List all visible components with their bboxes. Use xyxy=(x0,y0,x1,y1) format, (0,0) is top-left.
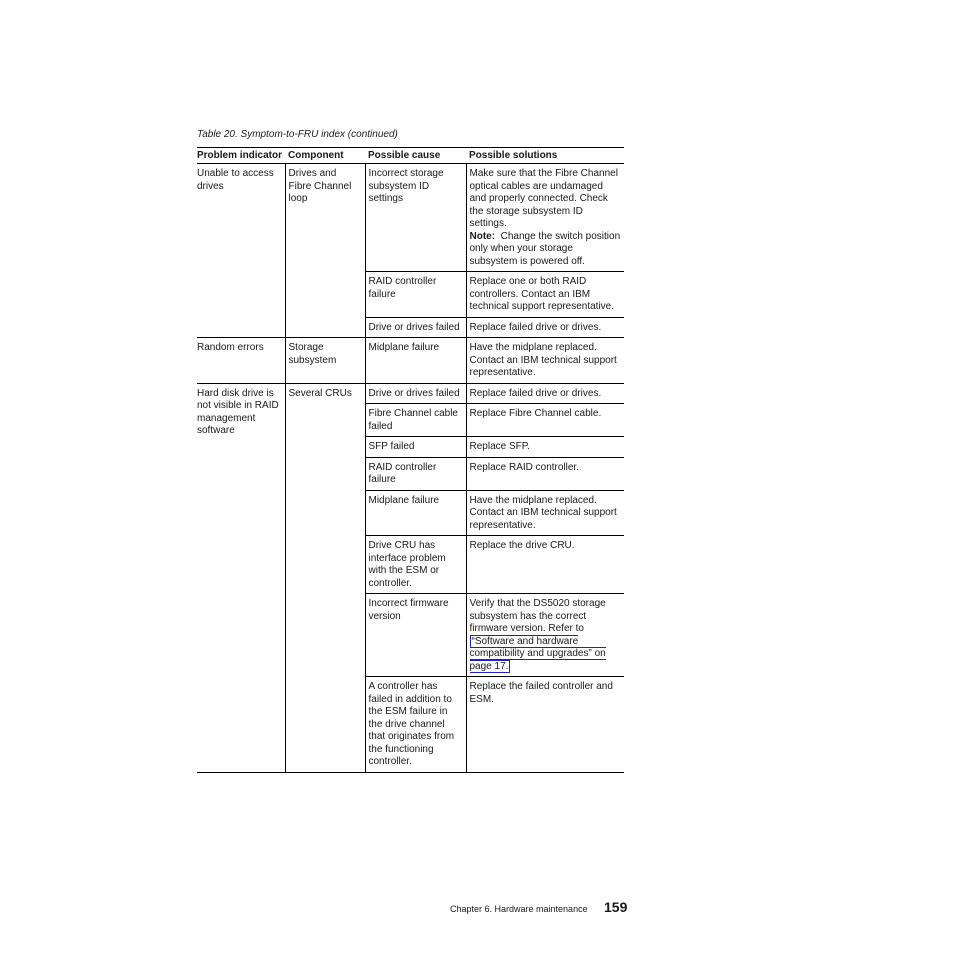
component-cell: Storage subsystem xyxy=(285,338,365,384)
header-problem-indicator: Problem indicator xyxy=(197,148,285,164)
cause-cell: RAID controller failure xyxy=(365,272,466,318)
header-possible-cause: Possible cause xyxy=(365,148,466,164)
solution-cell: Replace Fibre Channel cable. xyxy=(466,404,624,437)
table-row xyxy=(197,164,624,272)
cause-cell: Midplane failure xyxy=(365,338,466,384)
solution-cell xyxy=(466,594,624,677)
solution-cell: Replace failed drive or drives. xyxy=(466,317,624,338)
cause-cell: SFP failed xyxy=(365,437,466,458)
cause-cell: Drive CRU has interface problem with the ESM or controller. xyxy=(365,536,466,594)
table-caption: Table 20. Symptom-to-FRU index (continued) xyxy=(197,129,398,140)
cause-cell: RAID controller failure xyxy=(365,457,466,490)
solution-cell: Replace the failed controller and ESM. xyxy=(466,677,624,773)
table-row xyxy=(197,383,624,404)
solution-cell: Replace the drive CRU. xyxy=(466,536,624,594)
solution-cell: Replace one or both RAID controllers. Contact an IBM technical support representative. xyxy=(466,272,624,318)
solution-cell: Have the midplane replaced. Contact an IBM technical support representative. xyxy=(466,490,624,536)
table-header-row xyxy=(197,148,624,164)
note-label: Note: xyxy=(469,230,496,242)
cause-cell: Drive or drives failed xyxy=(365,383,466,404)
cause-cell: Drive or drives failed xyxy=(365,317,466,338)
component-cell: Several CRUs xyxy=(285,383,365,772)
solution-cell: Replace RAID controller. xyxy=(466,457,624,490)
solution-cell: Replace failed drive or drives. xyxy=(466,383,624,404)
solution-text: Verify that the DS5020 storage subsystem has the correct firmware version. Refer to xyxy=(469,598,606,634)
solution-text: Make sure that the Fibre Channel optical cables are undamaged and properly connected. Check the storage subsystem ID settings. xyxy=(469,168,618,229)
solution-cell: Replace SFP. xyxy=(466,437,624,458)
header-component: Component xyxy=(285,148,365,164)
component-cell: Drives and Fibre Channel loop xyxy=(285,164,365,338)
problem-cell: Hard disk drive is not visible in RAID management software xyxy=(197,383,285,772)
solution-cell xyxy=(466,164,624,272)
cause-cell: Midplane failure xyxy=(365,490,466,536)
problem-cell: Unable to access drives xyxy=(197,164,285,338)
solution-cell: Have the midplane replaced. Contact an IBM technical support representative. xyxy=(466,338,624,384)
table-row xyxy=(197,338,624,384)
note-text: Change the switch position only when your storage subsystem is powered off. xyxy=(469,230,621,267)
footer-chapter-title: Chapter 6. Hardware maintenance xyxy=(450,904,588,914)
page-number: 159 xyxy=(604,899,628,915)
symptom-to-fru-table xyxy=(197,147,624,773)
problem-cell: Random errors xyxy=(197,338,285,384)
cross-reference-link[interactable]: “Software and hardware compatibility and upgrades” on page 17. xyxy=(469,635,606,672)
cause-cell: Incorrect storage subsystem ID settings xyxy=(365,164,466,272)
cause-cell: Incorrect firmware version xyxy=(365,594,466,677)
cause-cell: Fibre Channel cable failed xyxy=(365,404,466,437)
cause-cell: A controller has failed in addition to the ESM failure in the drive channel that originates from the functioning controller. xyxy=(365,677,466,773)
header-possible-solutions: Possible solutions xyxy=(466,148,624,164)
